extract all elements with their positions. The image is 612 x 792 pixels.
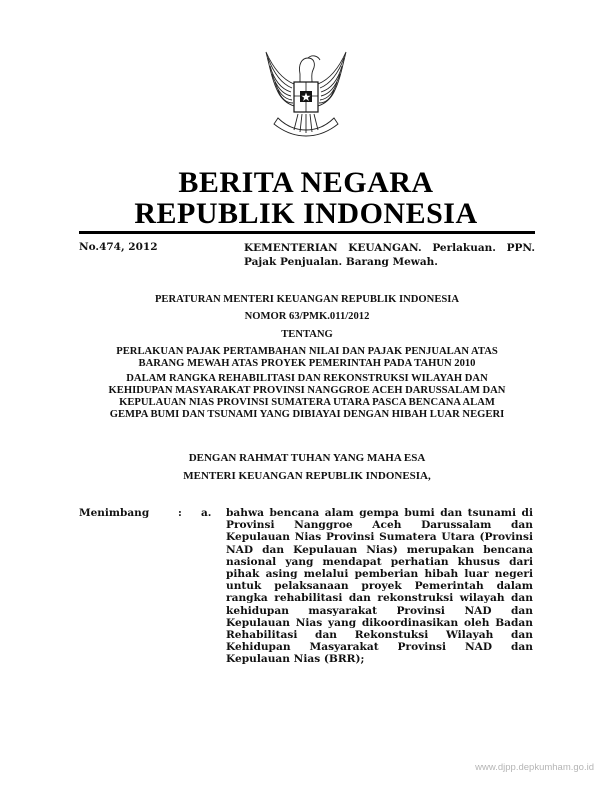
issue-number: No.474, 2012	[79, 241, 158, 253]
ministry-line-1: KEMENTERIAN KEUANGAN. Perlakuan. PPN.	[244, 242, 535, 254]
regulation-subject-continued	[79, 373, 535, 421]
consideration-item-label: a.	[201, 507, 212, 519]
regulation-minister: MENTERI KEUANGAN REPUBLIK INDONESIA,	[183, 470, 431, 482]
subject-line: KEPULAUAN NIAS PROVINSI SUMATERA UTARA PASCA BENCANA ALAM	[119, 397, 495, 408]
subject-line: GEMPA BUMI DAN TSUNAMI YANG DIBIAYAI DENGAN HIBAH LUAR NEGERI	[109, 409, 505, 420]
considerations-colon: :	[178, 507, 182, 519]
subject-line: PERLAKUAN PAJAK PERTAMBAHAN NILAI DAN PAJAK PENJUALAN ATAS	[116, 346, 498, 357]
subject-line: DALAM RANGKA REHABILITASI DAN REKONSTRUKSI WILAYAH DAN	[126, 373, 488, 384]
regulation-tentang: TENTANG	[281, 329, 333, 340]
considerations-heading: Menimbang	[79, 507, 150, 519]
footer-url-link[interactable]: www.djpp.depkumham.go.id	[475, 762, 594, 773]
regulation-subject	[79, 346, 535, 370]
masthead-title-line1: BERITA NEGARA	[178, 166, 434, 199]
subject-line: KEHIDUPAN MASYARAKAT PROVINSI NANGGROE ACEH DARUSSALAM DAN	[108, 385, 506, 396]
regulation-title: PERATURAN MENTERI KEUANGAN REPUBLIK INDONESIA	[154, 294, 460, 305]
subject-line: BARANG MEWAH ATAS PROYEK PEMERINTAH PADA TAHUN 2010	[138, 358, 476, 369]
regulation-blessing: DENGAN RAHMAT TUHAN YANG MAHA ESA	[188, 452, 426, 464]
masthead-divider	[79, 231, 535, 234]
masthead-title-line2: REPUBLIK INDONESIA	[134, 197, 478, 230]
regulation-number: NOMOR 63/PMK.011/2012	[244, 311, 370, 322]
garuda-emblem-icon	[256, 44, 356, 144]
ministry-line-2: Pajak Penjualan. Barang Mewah.	[244, 256, 438, 268]
issue-ministry-summary	[244, 241, 535, 269]
consideration-item-text: bahwa bencana alam gempa bumi dan tsunami di Provinsi Nanggroe Aceh Darussalam dan Kepulauan Nias Provinsi Sumatera Utara (Provinsi NAD dan Kepulauan Nias) merupakan bencana nasional yang mendapat perhatian khusus dari pihak asing melalui pemberian hibah luar negeri untuk pelaksanaan proyek Pemerintah dalam rangka rehabilitasi dan rekonstruksi wilayah dan kehidupan masyarakat Provinsi NAD dan Kepulauan Nias yang dikoordinasikan oleh Badan Rehabilitasi dan Rekonstuksi Wilayah dan Kehidupan Masyarakat Provinsi NAD dan Kepulauan Nias (BRR);	[226, 507, 533, 666]
